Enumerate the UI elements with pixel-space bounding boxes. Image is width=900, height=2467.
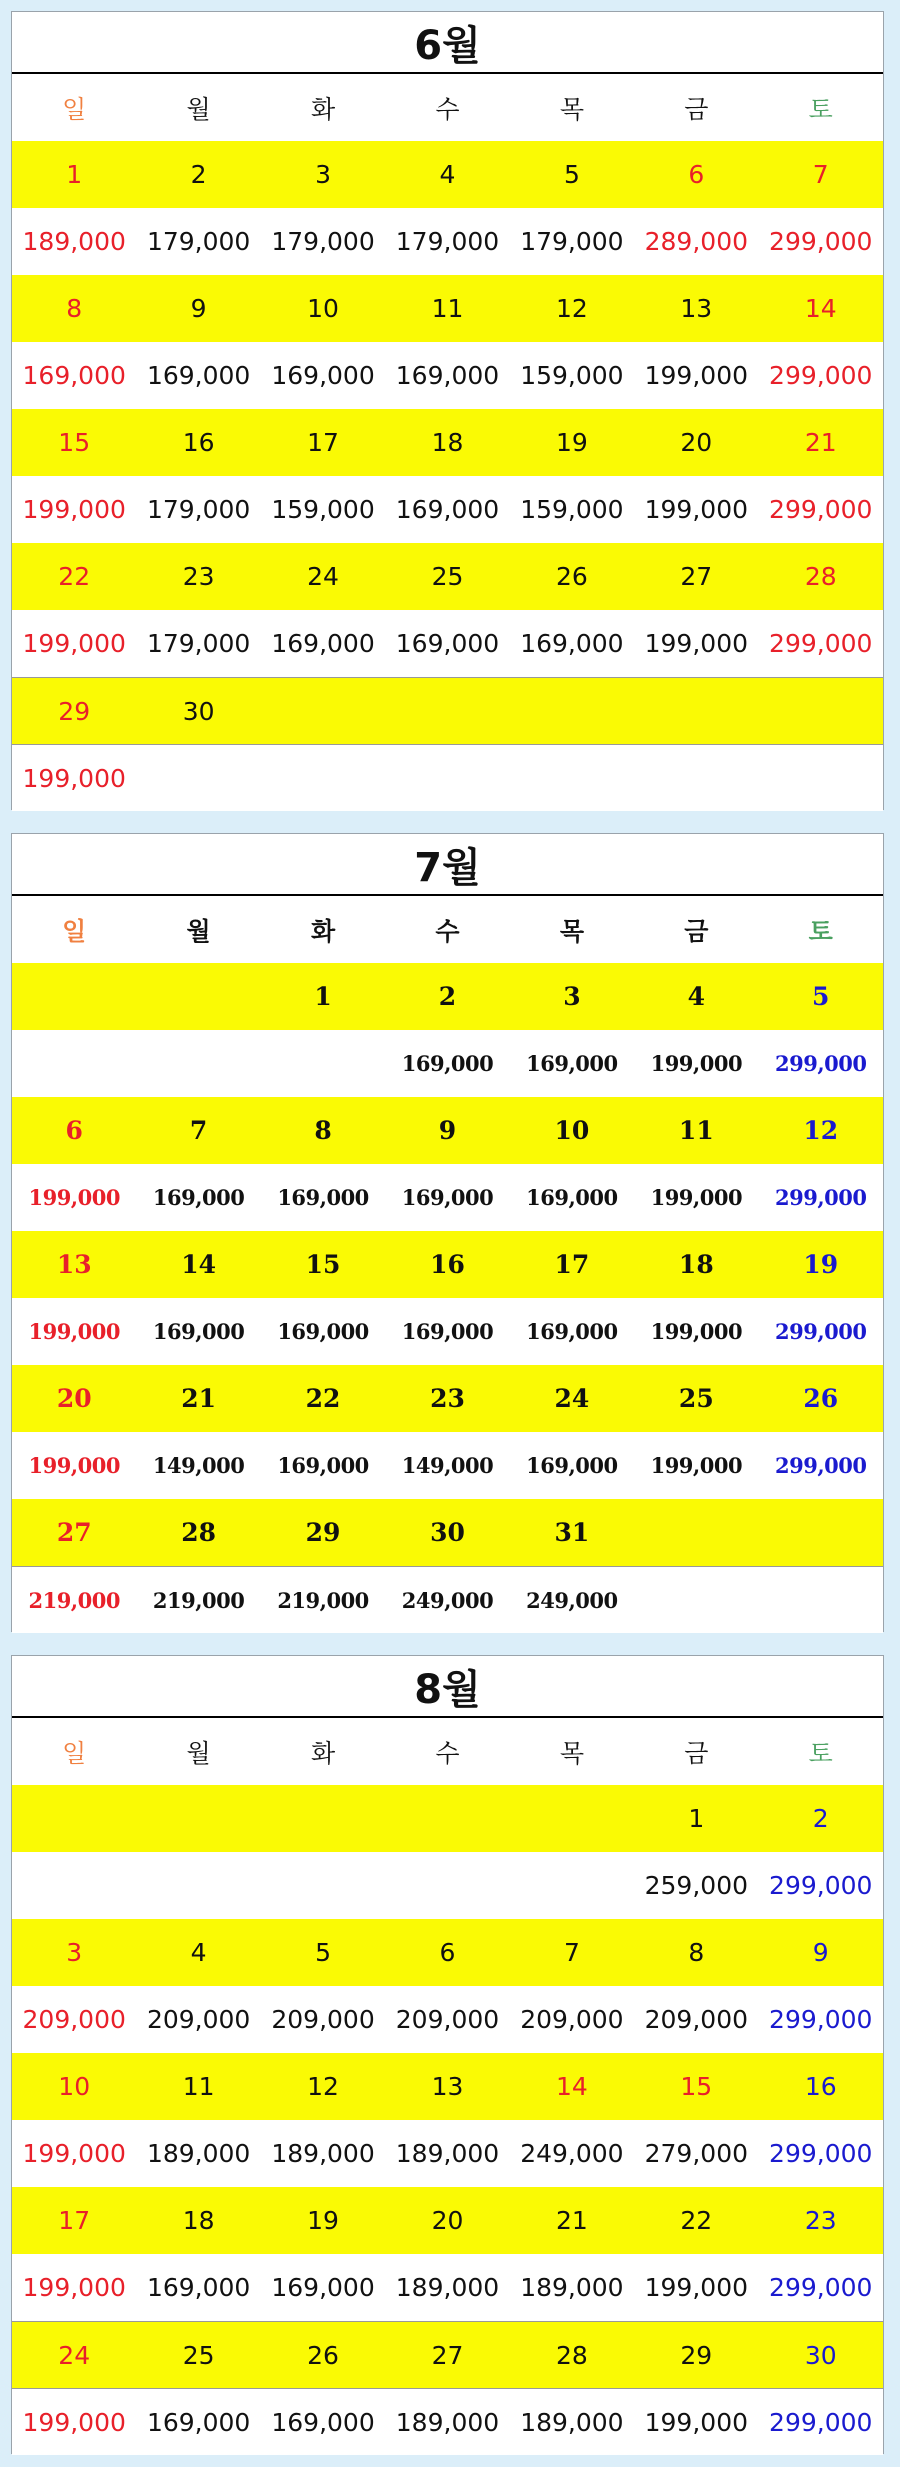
price-row	[12, 744, 883, 811]
date-cell[interactable]: 28	[181, 1518, 217, 1547]
date-cell[interactable]: 26	[307, 2340, 339, 2370]
date-cell[interactable]: 3	[66, 1938, 83, 1967]
date-cell[interactable]: 23	[430, 1384, 465, 1413]
price-cell: 169,000	[22, 361, 126, 390]
price-cell: 159,000	[271, 495, 375, 524]
date-cell[interactable]: 25	[431, 562, 464, 591]
price-cell: 169,000	[152, 1319, 245, 1344]
date-row	[12, 2187, 883, 2254]
weekday-label: 화	[310, 94, 336, 124]
price-cell: 299,000	[769, 2273, 873, 2302]
month-calendar	[11, 1655, 884, 2454]
weekday-header-row	[12, 896, 883, 963]
price-cell	[136, 1852, 260, 1919]
price-cell: 179,000	[146, 227, 251, 256]
weekday-label: 목	[559, 916, 584, 946]
price-row	[12, 2388, 883, 2455]
date-cell[interactable]: 6	[65, 1116, 83, 1145]
weekday-label: 화	[310, 916, 336, 946]
weekday-label: 월	[186, 916, 211, 946]
price-cell: 149,000	[152, 1453, 245, 1478]
price-cell: 159,000	[520, 361, 624, 390]
price-cell: 179,000	[395, 227, 500, 256]
weekday-label: 월	[186, 94, 211, 124]
date-row	[12, 963, 883, 1030]
price-cell: 169,000	[401, 1319, 494, 1344]
price-cell: 289,000	[644, 227, 749, 256]
price-cell: 299,000	[775, 1453, 867, 1478]
price-cell	[634, 745, 758, 811]
price-cell: 299,000	[769, 2407, 873, 2437]
date-cell[interactable]: 26	[555, 562, 588, 591]
date-cell[interactable]	[136, 963, 260, 1030]
date-cell[interactable]: 31	[554, 1518, 590, 1547]
weekday-label: 화	[310, 1738, 336, 1768]
date-cell[interactable]: 16	[430, 1250, 465, 1279]
weekday-label: 수	[435, 916, 460, 946]
price-cell: 199,000	[650, 1453, 743, 1478]
date-cell[interactable]	[261, 678, 385, 744]
date-cell[interactable]: 8	[688, 1938, 705, 1967]
weekday-label: 일	[62, 916, 87, 946]
weekday-label: 토	[808, 916, 833, 946]
price-cell: 169,000	[271, 2273, 375, 2302]
price-cell: 209,000	[395, 2005, 500, 2034]
price-cell: 199,000	[28, 1319, 120, 1344]
price-cell	[759, 745, 883, 811]
price-cell	[12, 1852, 136, 1919]
date-cell[interactable]: 15	[680, 2072, 713, 2101]
month-title: 8월	[12, 1656, 883, 1718]
date-row	[12, 1231, 883, 1298]
date-cell[interactable]: 15	[58, 428, 91, 457]
weekday-label: 금	[684, 916, 709, 946]
date-cell[interactable]: 27	[56, 1518, 92, 1547]
price-row	[12, 1566, 883, 1633]
price-cell: 189,000	[395, 2139, 500, 2168]
date-cell[interactable]: 6	[439, 1938, 456, 1967]
price-cell: 199,000	[28, 1185, 120, 1210]
date-cell[interactable]	[385, 678, 509, 744]
date-cell[interactable]	[759, 1499, 883, 1566]
weekday-label: 목	[559, 1738, 584, 1768]
date-cell[interactable]: 4	[190, 1938, 207, 1967]
price-cell: 169,000	[152, 1185, 245, 1210]
price-cell: 179,000	[146, 629, 251, 658]
date-cell[interactable]: 29	[58, 696, 91, 726]
date-cell[interactable]: 13	[680, 294, 713, 323]
price-cell: 189,000	[271, 2139, 375, 2168]
price-cell: 169,000	[526, 1453, 618, 1478]
date-cell[interactable]: 9	[190, 294, 207, 323]
date-cell[interactable]: 24	[58, 2340, 91, 2370]
price-cell: 199,000	[650, 1051, 743, 1076]
date-cell[interactable]: 3	[563, 982, 581, 1011]
date-cell[interactable]	[634, 678, 758, 744]
price-cell: 169,000	[146, 2407, 251, 2437]
price-cell: 249,000	[401, 1587, 494, 1613]
price-cell: 259,000	[644, 1871, 749, 1900]
price-cell: 169,000	[395, 629, 500, 658]
price-row	[12, 476, 883, 543]
date-cell[interactable]: 19	[555, 428, 588, 457]
date-cell[interactable]: 8	[66, 294, 83, 323]
date-cell[interactable]: 10	[58, 2072, 91, 2101]
price-cell	[136, 1030, 260, 1097]
weekday-label: 토	[808, 94, 833, 124]
price-cell: 299,000	[775, 1319, 867, 1344]
price-row	[12, 610, 883, 677]
price-cell	[759, 1567, 883, 1633]
price-cell: 209,000	[520, 2005, 624, 2034]
price-cell: 199,000	[644, 2273, 749, 2302]
date-cell[interactable]: 12	[555, 294, 588, 323]
price-cell: 299,000	[769, 629, 873, 658]
date-cell[interactable]: 16	[182, 428, 215, 457]
date-cell[interactable]: 18	[678, 1250, 714, 1279]
date-cell[interactable]: 24	[554, 1384, 590, 1413]
price-cell: 219,000	[277, 1587, 369, 1613]
price-row	[12, 2120, 883, 2187]
date-cell[interactable]: 23	[804, 2206, 837, 2235]
date-cell[interactable]: 30	[430, 1518, 465, 1547]
month-title: 6월	[12, 12, 883, 74]
price-cell	[136, 745, 260, 811]
price-cell: 299,000	[769, 2005, 873, 2034]
price-row	[12, 1852, 883, 1919]
date-cell[interactable]: 29	[680, 2340, 713, 2370]
date-cell[interactable]: 7	[563, 1938, 580, 1967]
date-cell[interactable]: 2	[190, 160, 207, 189]
date-cell[interactable]: 27	[431, 2340, 464, 2370]
price-cell: 159,000	[520, 495, 624, 524]
date-cell[interactable]: 14	[555, 2072, 588, 2101]
price-row	[12, 1432, 883, 1499]
date-cell[interactable]: 17	[58, 2206, 91, 2235]
weekday-label: 목	[559, 94, 584, 124]
date-cell[interactable]: 1	[314, 982, 332, 1011]
date-cell[interactable]: 28	[804, 562, 837, 591]
date-cell[interactable]: 19	[307, 2206, 339, 2235]
date-cell[interactable]: 11	[431, 294, 464, 323]
date-cell[interactable]: 30	[182, 696, 215, 726]
date-cell[interactable]	[136, 1785, 260, 1852]
date-cell[interactable]: 21	[555, 2206, 588, 2235]
price-cell: 299,000	[769, 495, 873, 524]
date-cell[interactable]: 17	[307, 428, 339, 457]
price-cell	[261, 745, 385, 811]
month-calendar	[11, 11, 884, 810]
date-cell[interactable]: 25	[678, 1384, 714, 1413]
price-row	[12, 1986, 883, 2053]
price-cell: 199,000	[22, 2139, 126, 2168]
date-cell[interactable]: 17	[554, 1250, 590, 1279]
price-cell: 169,000	[146, 361, 251, 390]
price-cell: 199,000	[650, 1319, 743, 1344]
date-cell[interactable]: 21	[181, 1384, 217, 1413]
date-row	[12, 1499, 883, 1566]
price-cell: 189,000	[520, 2407, 624, 2437]
weekday-label: 토	[808, 1738, 833, 1768]
price-cell: 149,000	[401, 1453, 494, 1478]
weekday-header-row	[12, 74, 883, 141]
price-cell	[385, 1852, 509, 1919]
date-cell[interactable]	[12, 963, 136, 1030]
price-cell: 299,000	[769, 361, 873, 390]
date-cell[interactable]: 2	[438, 982, 457, 1011]
date-cell[interactable]: 25	[182, 2340, 215, 2370]
price-cell	[261, 1030, 385, 1097]
date-cell[interactable]	[634, 1499, 758, 1566]
date-cell[interactable]: 19	[803, 1250, 839, 1279]
price-cell	[510, 745, 634, 811]
price-cell: 189,000	[395, 2273, 500, 2302]
price-cell: 169,000	[520, 629, 624, 658]
price-cell: 299,000	[769, 227, 873, 256]
date-cell[interactable]: 20	[431, 2206, 464, 2235]
date-cell[interactable]: 29	[305, 1518, 341, 1547]
date-cell[interactable]: 11	[182, 2072, 215, 2101]
price-cell: 169,000	[526, 1185, 618, 1210]
date-cell[interactable]: 8	[314, 1116, 332, 1145]
date-cell[interactable]: 7	[812, 160, 829, 189]
price-cell: 299,000	[775, 1185, 867, 1210]
weekday-label: 일	[62, 94, 87, 124]
price-cell: 249,000	[520, 2139, 624, 2168]
date-cell[interactable]: 6	[688, 160, 705, 189]
date-cell[interactable]: 16	[804, 2072, 837, 2101]
date-cell[interactable]: 15	[305, 1250, 341, 1279]
price-cell: 199,000	[22, 629, 126, 658]
price-cell: 189,000	[146, 2139, 251, 2168]
date-row	[12, 677, 883, 744]
date-cell[interactable]: 11	[678, 1116, 714, 1145]
date-cell[interactable]: 13	[431, 2072, 464, 2101]
price-row	[12, 208, 883, 275]
price-cell: 169,000	[271, 361, 375, 390]
price-cell: 219,000	[28, 1587, 120, 1613]
price-cell: 299,000	[769, 1871, 873, 1900]
price-cell: 169,000	[395, 495, 500, 524]
price-cell: 279,000	[644, 2139, 749, 2168]
date-cell[interactable]: 12	[803, 1116, 839, 1145]
weekday-label: 일	[62, 1738, 87, 1768]
price-cell: 169,000	[526, 1319, 618, 1344]
price-cell: 169,000	[277, 1319, 369, 1344]
price-row	[12, 1030, 883, 1097]
price-cell: 199,000	[22, 763, 126, 793]
date-cell[interactable]	[12, 1785, 136, 1852]
date-cell[interactable]: 28	[555, 2340, 588, 2370]
price-cell	[385, 745, 509, 811]
price-cell: 199,000	[650, 1185, 743, 1210]
date-cell[interactable]: 5	[315, 1938, 331, 1967]
date-cell[interactable]	[510, 678, 634, 744]
date-cell[interactable]: 24	[307, 562, 339, 591]
price-cell: 219,000	[152, 1587, 245, 1613]
date-cell[interactable]: 20	[56, 1384, 92, 1413]
weekday-label: 금	[684, 1738, 709, 1768]
date-row	[12, 275, 883, 342]
month-calendar	[11, 833, 884, 1632]
date-cell[interactable]: 12	[307, 2072, 339, 2101]
date-row	[12, 1365, 883, 1432]
date-cell[interactable]: 1	[688, 1804, 705, 1833]
price-cell: 189,000	[520, 2273, 624, 2302]
price-cell: 199,000	[644, 495, 749, 524]
price-cell: 199,000	[22, 2407, 126, 2437]
price-cell: 199,000	[22, 495, 126, 524]
date-cell[interactable]: 18	[431, 428, 464, 457]
date-cell[interactable]: 27	[680, 562, 713, 591]
price-cell: 169,000	[395, 361, 500, 390]
date-cell[interactable]: 5	[812, 982, 830, 1011]
date-cell[interactable]: 2	[812, 1804, 829, 1833]
weekday-header-row	[12, 1718, 883, 1785]
price-cell: 169,000	[277, 1185, 369, 1210]
date-row	[12, 543, 883, 610]
date-cell[interactable]: 9	[438, 1116, 457, 1145]
price-cell: 199,000	[644, 361, 749, 390]
date-row	[12, 141, 883, 208]
price-cell	[634, 1567, 758, 1633]
price-row	[12, 342, 883, 409]
date-row	[12, 409, 883, 476]
date-cell[interactable]: 14	[181, 1250, 217, 1279]
price-cell: 199,000	[28, 1453, 120, 1478]
date-cell[interactable]: 22	[305, 1384, 341, 1413]
price-cell: 179,000	[146, 495, 251, 524]
date-cell[interactable]	[261, 1785, 385, 1852]
price-cell: 209,000	[644, 2005, 749, 2034]
date-cell[interactable]: 4	[439, 160, 456, 189]
date-cell[interactable]: 21	[804, 428, 837, 457]
date-row	[12, 1785, 883, 1852]
date-cell[interactable]: 13	[56, 1250, 92, 1279]
price-cell: 179,000	[520, 227, 624, 256]
date-cell[interactable]: 26	[803, 1384, 839, 1413]
price-cell: 169,000	[401, 1185, 494, 1210]
date-cell[interactable]: 10	[307, 294, 339, 323]
date-cell[interactable]: 20	[680, 428, 713, 457]
price-cell: 299,000	[769, 2139, 873, 2168]
date-cell[interactable]: 1	[66, 160, 83, 189]
price-row	[12, 1164, 883, 1231]
date-cell[interactable]: 22	[680, 2206, 713, 2235]
price-cell: 209,000	[22, 2005, 126, 2034]
date-cell[interactable]: 23	[182, 562, 215, 591]
price-cell: 169,000	[277, 1453, 369, 1478]
date-row	[12, 2053, 883, 2120]
price-cell: 169,000	[271, 2407, 375, 2437]
price-cell: 199,000	[644, 2407, 749, 2437]
weekday-label: 금	[684, 94, 709, 124]
price-cell	[261, 1852, 385, 1919]
date-cell[interactable]: 9	[812, 1938, 829, 1967]
date-cell[interactable]: 18	[182, 2206, 215, 2235]
date-cell[interactable]	[759, 678, 883, 744]
month-title: 7월	[12, 834, 883, 896]
date-row	[12, 1919, 883, 1986]
price-cell: 249,000	[526, 1587, 618, 1613]
price-cell	[510, 1852, 634, 1919]
price-cell: 209,000	[271, 2005, 375, 2034]
date-cell[interactable]: 30	[804, 2340, 837, 2370]
price-cell: 169,000	[146, 2273, 251, 2302]
date-cell[interactable]: 10	[554, 1116, 590, 1145]
date-cell[interactable]: 22	[58, 562, 91, 591]
date-cell[interactable]	[385, 1785, 509, 1852]
price-cell: 169,000	[401, 1051, 494, 1076]
date-row	[12, 1097, 883, 1164]
weekday-label: 수	[435, 1738, 460, 1768]
price-cell: 199,000	[22, 2273, 126, 2302]
price-row	[12, 1298, 883, 1365]
weekday-label: 월	[186, 1738, 211, 1768]
price-cell: 179,000	[271, 227, 375, 256]
price-cell: 189,000	[22, 227, 126, 256]
price-cell: 199,000	[644, 629, 749, 658]
date-row	[12, 2321, 883, 2388]
price-cell: 209,000	[146, 2005, 251, 2034]
date-cell[interactable]	[510, 1785, 634, 1852]
price-cell: 189,000	[395, 2407, 500, 2437]
weekday-label: 수	[435, 94, 460, 124]
date-cell[interactable]: 7	[189, 1116, 208, 1145]
date-cell[interactable]: 14	[804, 294, 837, 323]
date-cell[interactable]: 3	[315, 160, 331, 189]
date-cell[interactable]: 5	[563, 160, 580, 189]
price-cell: 299,000	[775, 1051, 867, 1076]
price-cell: 169,000	[271, 629, 375, 658]
date-cell[interactable]: 4	[687, 982, 706, 1011]
price-cell	[12, 1030, 136, 1097]
price-row	[12, 2254, 883, 2321]
price-cell: 169,000	[526, 1051, 618, 1076]
